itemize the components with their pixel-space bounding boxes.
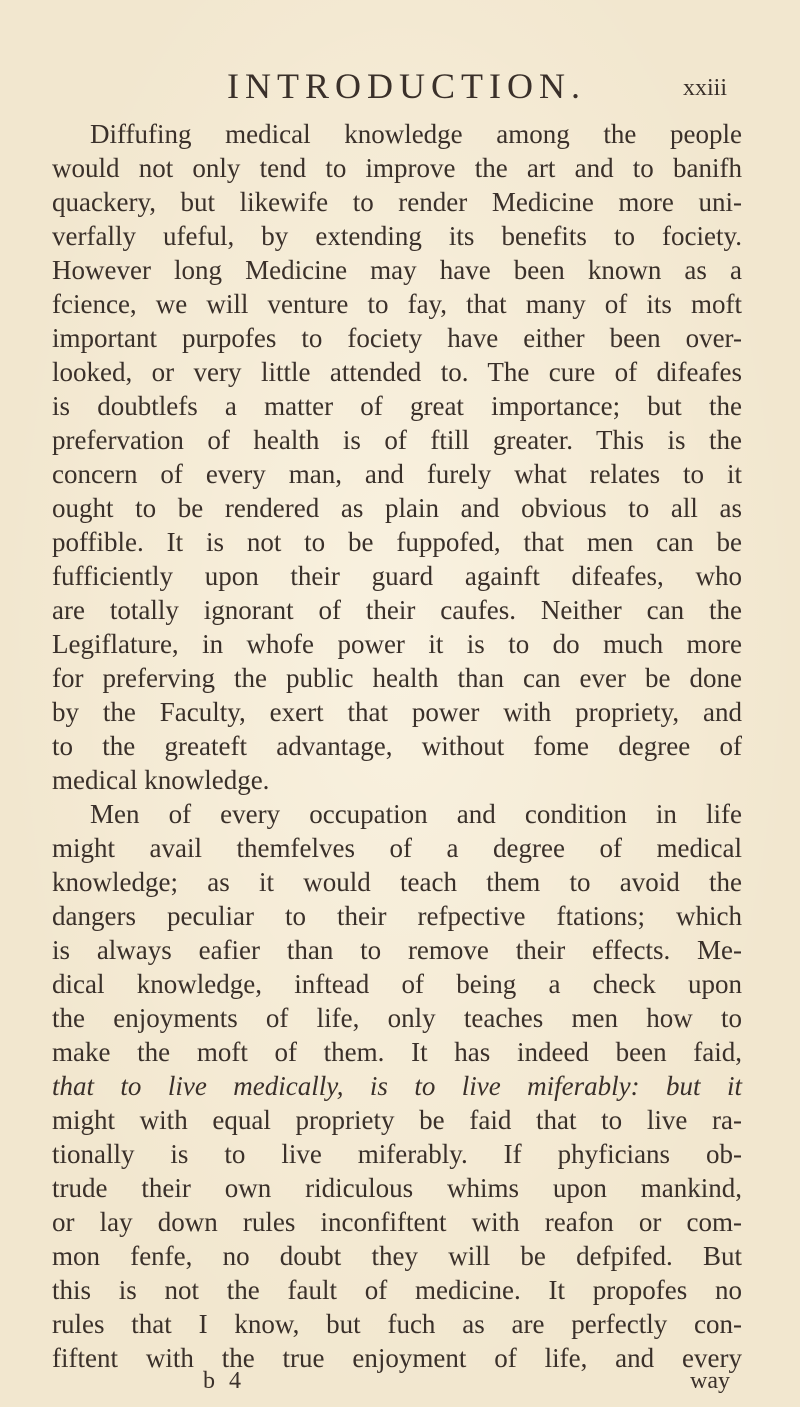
text-line: is doubtlefs a matter of great importance; but the (52, 391, 742, 421)
page-number: xxiii (683, 75, 728, 101)
text-line: or lay down rules inconfiftent with reafon or com- (52, 1207, 742, 1237)
text-line: ought to be rendered as plain and obvious to all as (52, 493, 742, 523)
signature-mark: b 4 (203, 1368, 245, 1394)
text-line: However long Medicine may have been known as a (52, 255, 742, 285)
text-line: this is not the fault of medicine. It propofes no (52, 1275, 742, 1305)
text-line: is always eafier than to remove their effects. Me- (52, 935, 742, 965)
text-line: are totally ignorant of their caufes. Neither can the (52, 595, 742, 625)
text-line: fufficiently upon their guard againft difeafes, who (52, 561, 742, 591)
text-line: rules that I know, but fuch as are perfectly con- (52, 1309, 742, 1339)
text-line: important purpofes to fociety have either been over- (52, 323, 742, 353)
text-line: make the moft of them. It has indeed been faid, (52, 1037, 742, 1067)
text-line: looked, or very little attended to. The cure of difeafes (52, 357, 742, 387)
text-line: by the Faculty, exert that power with propriety, and (52, 697, 742, 727)
text-line: would not only tend to improve the art and to banifh (52, 153, 742, 183)
text-line: tionally is to live miferably. If phyficians ob- (52, 1139, 742, 1169)
text-line: fcience, we will venture to fay, that many of its moft (52, 289, 742, 319)
text-line: mon fenfe, no doubt they will be defpifed. But (52, 1241, 742, 1271)
text-line: the enjoyments of life, only teaches men how to (52, 1003, 742, 1033)
text-line: Diffufing medical knowledge among the people (90, 119, 742, 149)
text-line: concern of every man, and furely what relates to it (52, 459, 742, 489)
text-line: prefervation of health is of ftill greater. This is the (52, 425, 742, 455)
text-line: knowledge; as it would teach them to avoid the (52, 867, 742, 897)
text-line: verfally ufeful, by extending its benefits to fociety. (52, 221, 742, 251)
text-line: poffible. It is not to be fuppofed, that men can be (52, 527, 742, 557)
text-line: quackery, but likewife to render Medicine more uni- (52, 187, 742, 217)
text-line: Men of every occupation and condition in life (90, 799, 742, 829)
text-line: for preferving the public health than can ever be done (52, 663, 742, 693)
text-line: fiftent with the true enjoyment of life, and every (52, 1343, 742, 1373)
text-line: to the greateft advantage, without fome degree of (52, 731, 742, 761)
running-title: INTRODUCTION. (227, 66, 586, 106)
text-line: Legiflature, in whofe power it is to do much more (52, 629, 742, 659)
text-line: trude their own ridiculous whims upon mankind, (52, 1173, 742, 1203)
catchword: way (690, 1368, 730, 1394)
page-header (0, 62, 800, 112)
text-line: dical knowledge, inftead of being a check upon (52, 969, 742, 999)
text-line: that to live medically, is to live miferably: but it (52, 1071, 742, 1101)
text-line: medical knowledge. (52, 765, 270, 795)
text-line: might with equal propriety be faid that to live ra- (52, 1105, 742, 1135)
text-line: dangers peculiar to their refpective ftations; which (52, 901, 742, 931)
text-line: might avail themfelves of a degree of medical (52, 833, 742, 863)
page-footer (0, 1365, 800, 1401)
